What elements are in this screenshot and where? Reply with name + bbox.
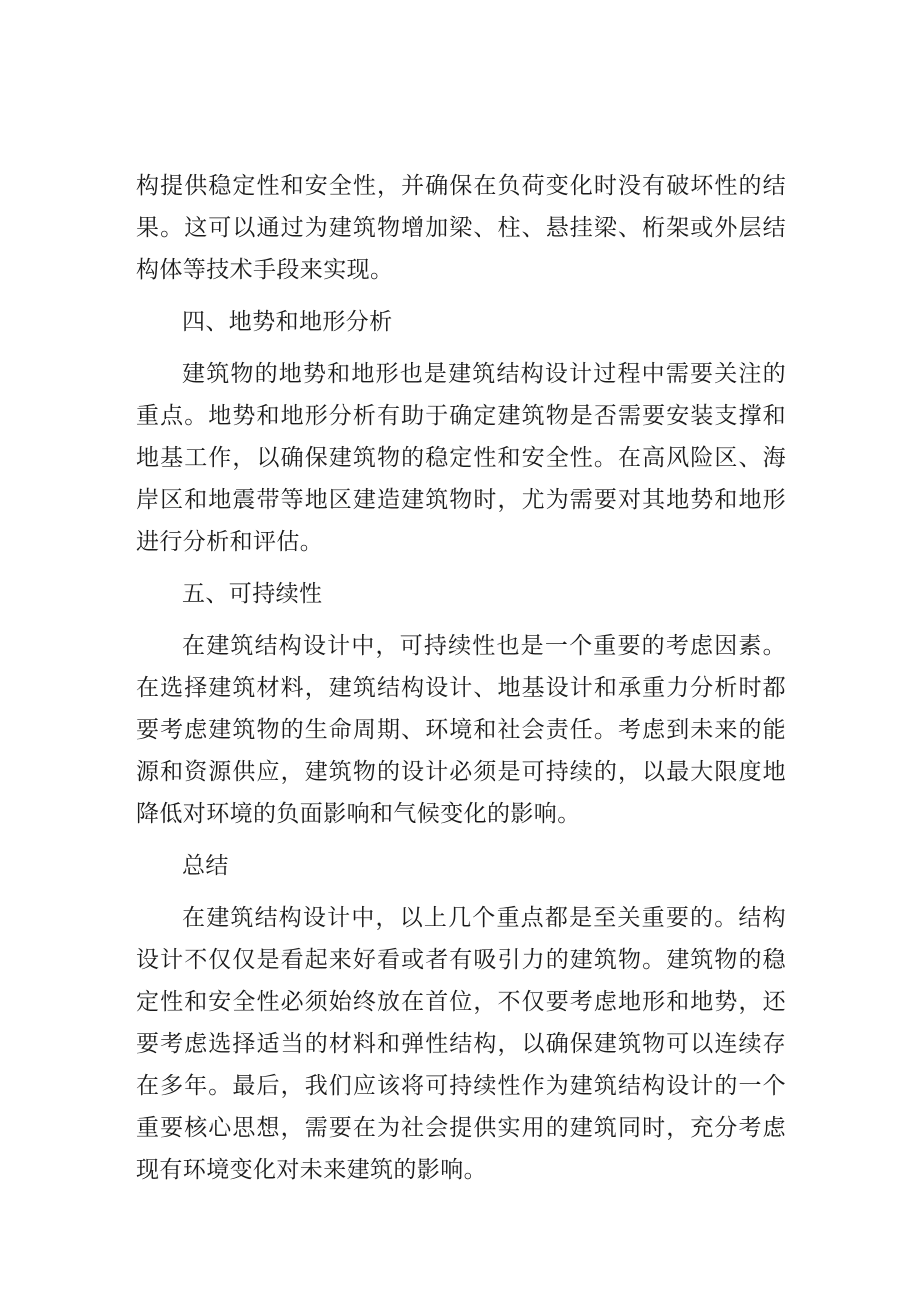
section-heading-summary: 总结 xyxy=(182,853,229,879)
section-heading-sustainability: 五、可持续性 xyxy=(182,581,323,607)
document-body xyxy=(136,165,786,1201)
paragraph-sustainability: 在建筑结构设计中，可持续性也是一个重要的考虑因素。在选择建筑材料，建筑结构设计、地基设计和承重力分析时都要考虑建筑物的生命周期、环境和社会责任。考虑到未来的能源和资源供应，建筑物的设计必须是可持续的，以最大限度地降低对环境的负面影响和气候变化的影响。 xyxy=(136,633,786,827)
section-heading-terrain: 四、地势和地形分析 xyxy=(182,309,393,335)
paragraph-summary: 在建筑结构设计中，以上几个重点都是至关重要的。结构设计不仅仅是看起来好看或者有吸引力的建筑物。建筑物的稳定性和安全性必须始终放在首位，不仅要考虑地形和地势，还要考虑选择适当的材料和弹性结构，以确保建筑物可以连续存在多年。最后，我们应该将可持续性作为建筑结构设计的一个重要核心思想，需要在为社会提供实用的建筑同时，充分考虑现有环境变化对未来建筑的影响。 xyxy=(136,905,786,1183)
paragraph-continued: 构提供稳定性和安全性，并确保在负荷变化时没有破坏性的结果。这可以通过为建筑物增加梁、柱、悬挂梁、桁架或外层结构体等技术手段来实现。 xyxy=(136,173,786,283)
paragraph-terrain: 建筑物的地势和地形也是建筑结构设计过程中需要关注的重点。地势和地形分析有助于确定建筑物是否需要安装支撑和地基工作，以确保建筑物的稳定性和安全性。在高风险区、海岸区和地震带等地区建造建筑物时，尤为需要对其地势和地形进行分析和评估。 xyxy=(136,361,786,555)
